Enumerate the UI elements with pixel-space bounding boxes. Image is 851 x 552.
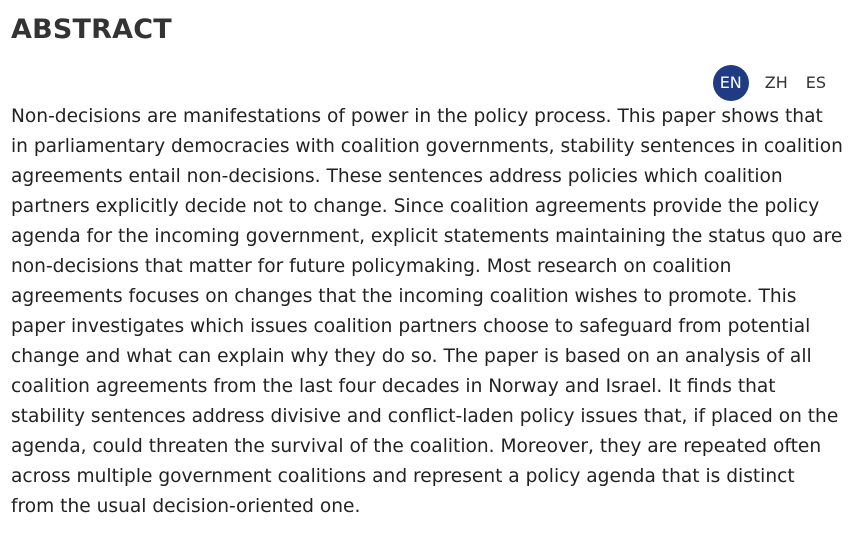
- language-switcher: [713, 65, 826, 101]
- language-option-es[interactable]: ES: [805, 73, 826, 92]
- abstract-body-text: Non-decisions are manifestations of power in the policy process. This paper shows that in parliamentary democracies with coalition governments, stability sentences in coalition agreements entail non-decisions. These sentences address policies which coalition partners explicitly decide not to change. Since coalition agreements provide the policy agenda for the incoming government, explicit statements maintaining the status quo are non-decisions that matter for future policymaking. Most research on coalition agreements focuses on changes that the incoming coalition wishes to promote. This paper investigates which issues coalition partners choose to safeguard from potential change and what can explain why they do so. The paper is based on an analysis of all coalition agreements from the last four decades in Norway and Israel. It finds that stability sentences address divisive and conflict-laden policy issues that, if placed on the agenda, could threaten the survival of the coalition. Moreover, they are repeated often across multiple government coalitions and represent a policy agenda that is distinct from the usual decision-oriented one.: [11, 106, 843, 517]
- abstract-heading: ABSTRACT: [11, 14, 172, 45]
- language-option-zh[interactable]: ZH: [764, 73, 788, 92]
- language-option-en[interactable]: EN: [713, 65, 749, 101]
